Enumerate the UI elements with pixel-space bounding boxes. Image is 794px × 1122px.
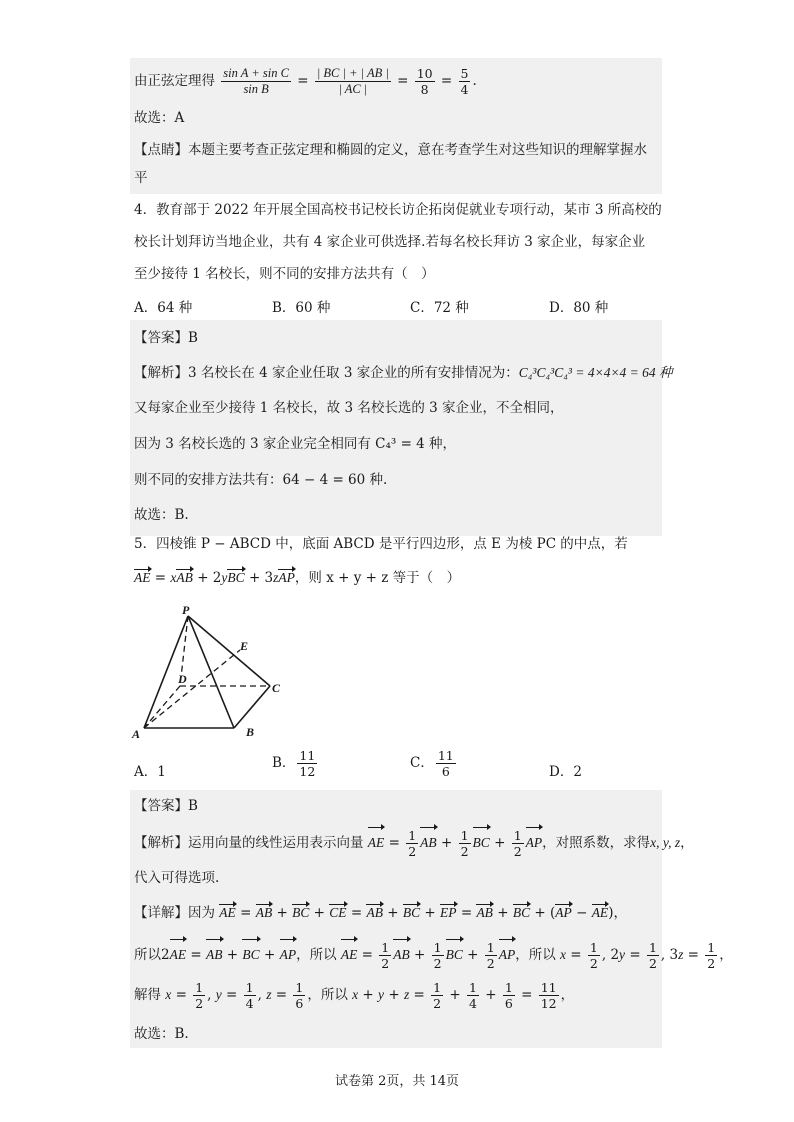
q5-solve: 解得: [134, 987, 161, 1003]
q5-analysis-tag: 【解析】: [134, 835, 188, 851]
edge-PC: [188, 616, 270, 686]
sine-fraction: [221, 66, 291, 97]
vec-BC: BC: [227, 568, 244, 588]
q4-option-c: C．72 种: [410, 300, 469, 316]
q4-option-d: D．80 种: [549, 300, 609, 316]
sine-den: sin B: [243, 82, 269, 96]
q5-option-c-num: 11: [437, 748, 454, 763]
edge-BC: [234, 686, 270, 728]
q5-line-2: AE = xAB + 2yBC + 3zAP，则 x + y + z 等于（ ）: [134, 570, 461, 586]
q5-so3: ，所以: [515, 947, 556, 963]
q4-choose: 故选：B.: [134, 507, 189, 523]
comment-line-2: 平: [134, 170, 148, 186]
q4-line-1: 4．教育部于 2022 年开展全国高校书记校长访企拓岗促就业专项行动，某市 3 所高校的: [134, 202, 662, 218]
q5-answer: 【答案】B: [134, 798, 198, 814]
frac-10-8: [415, 66, 435, 97]
vec-AE: AE: [134, 568, 151, 588]
q5-option-a: A．1: [134, 764, 166, 780]
q4-answer: 【答案】B: [134, 330, 198, 346]
num-5: 5: [460, 66, 469, 81]
sine-num: sin A + sin C: [223, 66, 289, 80]
q4-line-2: 校长计划拜访当地企业，共有 4 家企业可供选择.若每名校长拜访 3 家企业，每家企业: [134, 234, 646, 250]
pyramid-figure: [130, 604, 290, 744]
edge-PB: [188, 616, 234, 728]
q5-option-b: [272, 748, 319, 779]
edge-DA: [144, 686, 180, 728]
q5-solve-line: 解得 x = $\frac{1}{2}$ , y = $\frac{1}{4}$ , z = $\frac{1}{6}$ ，所以 x + y + z = $\frac{1}{2}$ + $\frac{1}{4}$ + $\frac{1}{6}$ = $\frac{11}{12}$ ，: [134, 980, 575, 1011]
segment-AE: [144, 650, 240, 728]
vec-AP: AP: [278, 568, 295, 588]
label-D: D: [178, 672, 187, 686]
q5-analysis-1c: x, y, z: [650, 835, 681, 850]
q5-detail-line: 【详解】因为 AE = AB + BC + CE = AB + BC + EP = AB + BC + (AP − AE)，: [134, 905, 627, 921]
den-4: 4: [460, 82, 469, 97]
sine-law-lead: 由正弦定理得: [134, 73, 215, 89]
q5-choose: 故选：B.: [134, 1026, 189, 1042]
q5-option-b-label: B．: [272, 755, 296, 771]
q5-so2: ，所以: [296, 947, 337, 963]
q5-so4: ，所以: [307, 987, 348, 1003]
q4-analysis-lead: 【解析】3 名校长在 4 家企业任取 3 家企业的所有安排情况为：: [134, 365, 519, 381]
q5-option-b-num: 11: [299, 748, 316, 763]
comment-line-1: [134, 140, 647, 160]
page-footer: 试卷第 2页，共 14页: [334, 1074, 460, 1089]
abs-num: | BC | + | AB |: [316, 66, 389, 80]
q5-option-c-den: 6: [441, 764, 450, 779]
abs-fraction: [315, 66, 391, 97]
label-P: P: [182, 604, 190, 617]
q4-analysis-b: 又每家企业至少接待 1 名校长，故 3 名校长选的 3 家企业，不全相同，: [134, 400, 564, 416]
q5-line-2-tail: ，则 x + y + z 等于（ ）: [294, 570, 461, 586]
q5-option-b-den: 12: [299, 764, 316, 779]
q4-line-3: 至少接待 1 名校长，则不同的安排方法共有（ ）: [134, 266, 435, 282]
label-C: C: [272, 681, 281, 695]
solution-block-q4: [130, 320, 662, 536]
q5-detail-tag: 【详解】: [134, 905, 188, 921]
q5-option-d: D．2: [549, 764, 582, 780]
q5-detail-lead: 因为: [188, 905, 215, 921]
q4-analysis-line: [134, 363, 673, 383]
q4-option-a: A．64 种: [134, 300, 193, 316]
comment-tag: 【点睛】: [134, 142, 188, 158]
q5-option-c-label: C．: [410, 755, 434, 771]
q5-analysis-1b: ，对照系数，求得: [542, 835, 651, 851]
label-A: A: [132, 727, 141, 741]
comment-text-1: 本题主要考查正弦定理和椭圆的定义，意在考查学生对这些知识的理解掌握水: [188, 142, 647, 158]
q5-so1: 所以: [134, 947, 161, 963]
vec-AB: AB: [176, 568, 193, 588]
answer-line-q3: 故选：A: [134, 110, 185, 126]
frac-5-4: [459, 66, 471, 97]
q5-so-line: 所以2AE = AB + BC + AP，所以 AE = $\frac{1}{2}$ AB + $\frac{1}{2}$ BC + $\frac{1}{2}$ AP，所以 x = $\frac{1}{2}$ , 2y = $\frac{1}{2}$ , 3z = $\frac{1}{2}$ ，: [134, 940, 733, 971]
q4-analysis-d: 则不同的安排方法共有：64 − 4 = 60 种.: [134, 472, 388, 488]
q4-analysis-c: 因为 3 名校长选的 3 家企业完全相同有 C₄³ = 4 种，: [134, 436, 457, 452]
label-B: B: [246, 725, 255, 739]
label-E: E: [240, 639, 249, 653]
q5-analysis-line: 【解析】运用向量的线性运用表示向量 AE = $\frac{1}{2}$ AB + $\frac{1}{2}$ BC + $\frac{1}{2}$ AP，对照系数，求得x, y, z，: [134, 828, 694, 859]
q4-analysis-math: C₄³C₄³C₄³ = 4×4×4 = 64 种: [518, 365, 673, 380]
num-10: 10: [416, 66, 433, 81]
q5-analysis-2: 代入可得选项.: [134, 870, 220, 886]
den-8: 8: [420, 82, 429, 97]
abs-den: | AC |: [338, 82, 368, 96]
q4-option-b: B．60 种: [272, 300, 331, 316]
sine-law-line: 由正弦定理得 $\frac{\text{sin A + sin C}}{\text{sin B}}$ = $\frac{| BC | + | AB |}{| AC |}$ = $\frac{10}{8}$ = $\frac{5}{4}$ .: [134, 66, 477, 97]
q5-analysis-1a: 运用向量的线性运用表示向量: [188, 835, 364, 851]
q5-option-c: [410, 748, 458, 779]
q5-line-1: 5．四棱锥 P − ABCD 中，底面 ABCD 是平行四边形，点 E 为棱 PC 的中点，若: [134, 536, 628, 552]
